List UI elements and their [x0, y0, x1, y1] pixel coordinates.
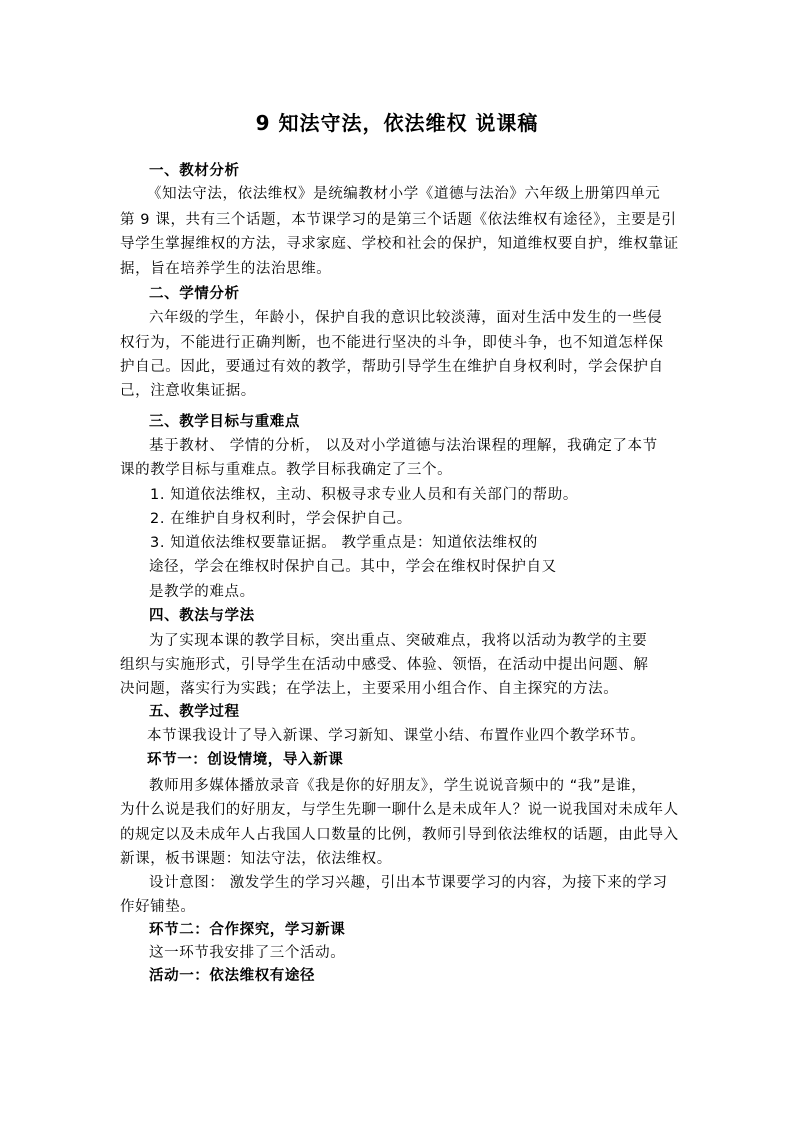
paragraph-line: 第 9 课，共有三个话题，本节课学习的是第三个话题《依法维权有途径》，主要是引 [120, 212, 677, 228]
paragraph-line: 决问题，落实行为实践；在学法上，主要采用小组合作、自主探究的方法。 [120, 681, 619, 697]
objective-item: 1. 知道依法维权，主动、积极寻求专业人员和有关部门的帮助。 [150, 487, 578, 503]
document-title: 9 知法守法，依法维权 说课稿 [255, 111, 539, 135]
activity-heading-1: 活动一：依法维权有途径 [149, 968, 316, 984]
paragraph-line: 六年级的学生，年龄小，保护自我的意识比较淡薄，面对生活中发生的一些侵 [149, 310, 663, 326]
paragraph-line: 基于教材、 学情的分析， 以及对小学道德与法治课程的理解，我确定了本节 [149, 438, 658, 454]
section-heading-objectives: 三、教学目标与重难点 [149, 414, 300, 430]
paragraph-line: 途径，学会在维权时保护自己。其中，学会在维权时保护自又 [149, 559, 557, 575]
step-heading-2: 环节二：合作探究，学习新课 [149, 922, 346, 938]
paragraph-line: 权行为，不能进行正确判断，也不能进行坚决的斗争，即使斗争，也不知道怎样保 [120, 335, 664, 351]
objective-item: 3. 知道依法维权要靠证据。 教学重点是：知道依法维权的 [150, 535, 538, 551]
design-intent-line: 作好铺垫。 [120, 899, 196, 915]
paragraph-line: 为了实现本课的教学目标，突出重点、突破难点，我将以活动为教学的主要 [149, 633, 648, 649]
paragraph-line: 己，注意收集证据。 [120, 383, 256, 399]
section-heading-methods: 四、教法与学法 [149, 608, 255, 624]
paragraph-line: 的规定以及未成年人占我国人口数量的比例，教师引导到依法维权的话题，由此导入 [120, 827, 679, 843]
paragraph-line: 据，旨在培养学生的法治思维。 [120, 261, 332, 277]
paragraph-line: 护自己。因此，要通过有效的教学，帮助引导学生在维护自身权利时，学会保护自 [120, 359, 664, 375]
paragraph-line: 本节课我设计了导入新课、学习新知、课堂小结、布置作业四个教学环节。 [147, 728, 646, 744]
section-heading-materials: 一、教材分析 [149, 163, 240, 179]
paragraph-line: 《知法守法，依法维权》是统编教材小学《道德与法治》六年级上册第四单元 [147, 186, 661, 202]
paragraph-line: 是教学的难点。 [149, 584, 255, 600]
design-intent-line: 设计意图： 激发学生的学习兴趣，引出本节课要学习的内容，为接下来的学习 [149, 875, 668, 891]
section-heading-process: 五、教学过程 [149, 704, 240, 720]
paragraph-line: 这一环节我安排了三个活动。 [149, 945, 346, 961]
paragraph-line: 导学生掌握维权的方法，寻求家庭、学校和社会的保护，知道维权要自护，维权靠证 [120, 236, 679, 252]
paragraph-line: 新课，板书课题：知法守法，依法维权。 [120, 851, 392, 867]
objective-item: 2. 在维护自身权利时，学会保护自己。 [150, 511, 412, 527]
paragraph-line: 课的教学目标与重难点。教学目标我确定了三个。 [120, 462, 453, 478]
section-heading-students: 二、学情分析 [149, 286, 240, 302]
paragraph-line: 组织与实施形式，引导学生在活动中感受、体验、领悟，在活动中提出问题、解 [120, 657, 649, 673]
paragraph-line: 为什么说是我们的好朋友，与学生先聊一聊什么是未成年人？说一说我国对未成年人 [120, 802, 679, 818]
step-heading-1: 环节一：创设情境，导入新课 [147, 752, 344, 768]
paragraph-line: 教师用多媒体播放录音《我是你的好朋友》，学生说说音频中的 “我”是谁， [149, 778, 647, 794]
